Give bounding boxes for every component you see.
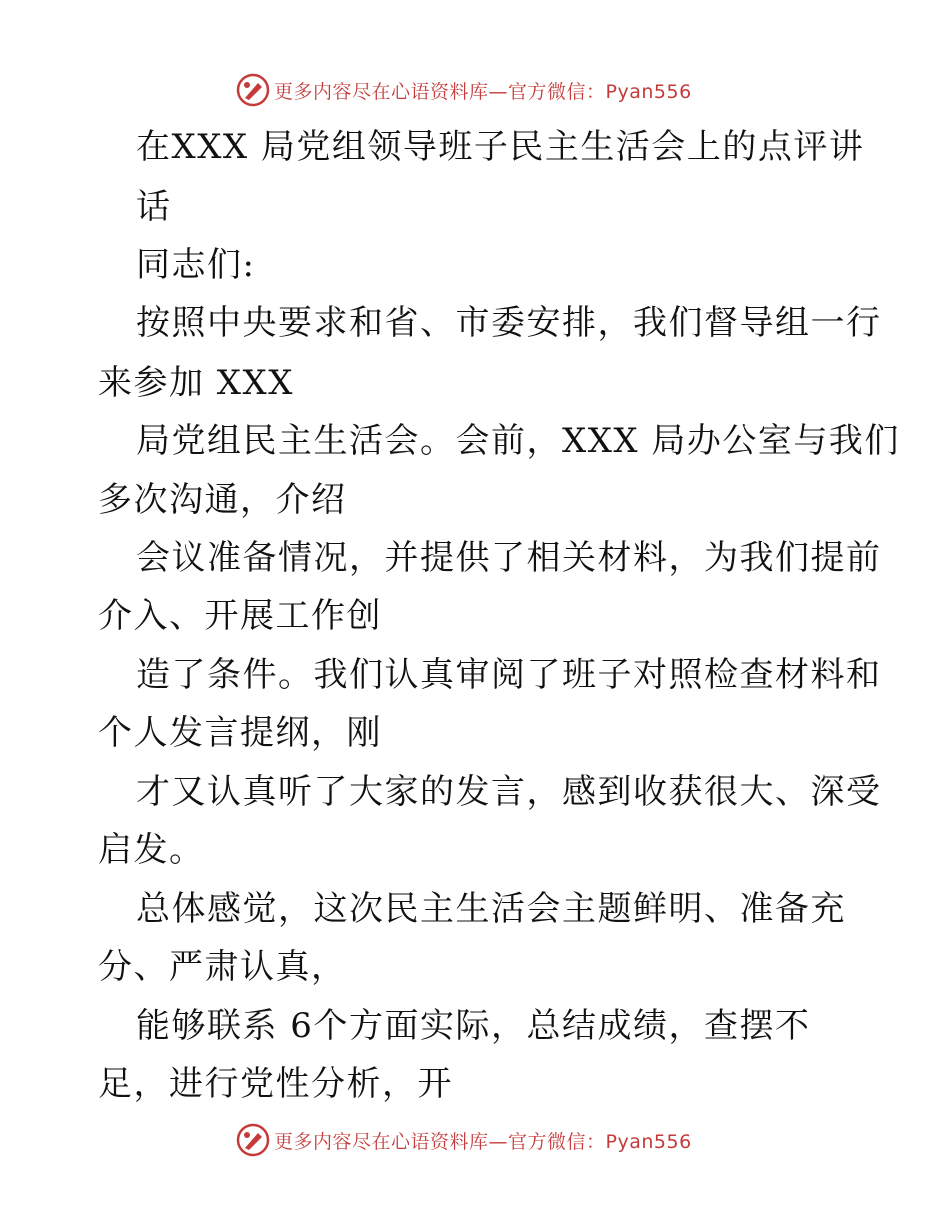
body-line: 足，进行党性分析，开: [98, 1064, 453, 1104]
body-line: 能够联系 6个方面实际，总结成绩，查摆不: [136, 1006, 811, 1046]
body-line: 才又认真听了大家的发言，感到收获很大、深受: [136, 772, 882, 812]
pen-nib-logo-icon: [236, 73, 270, 107]
document-title-line-2: 话: [136, 187, 172, 227]
document-title-line-1: 在XXX 局党组领导班子民主生活会上的点评讲: [136, 127, 865, 167]
body-line: 分、严肃认真，: [98, 947, 347, 987]
body-line: 介入、开展工作创: [98, 596, 382, 636]
body-line: 总体感觉，这次民主生活会主题鲜明、准备充: [136, 889, 846, 929]
body-line: 同志们:: [136, 245, 256, 285]
body-line: 局党组民主生活会。会前，XXX 局办公室与我们: [136, 421, 900, 461]
body-line: 来参加 XXX: [98, 363, 294, 403]
pen-nib-logo-icon: [236, 1123, 270, 1157]
footer-banner-text: 更多内容尽在心语资料库—官方微信：Pyan556: [274, 1130, 692, 1153]
body-line: 启发。: [98, 830, 205, 870]
header-banner: [236, 72, 692, 108]
body-line: 个人发言提纲，刚: [98, 713, 382, 753]
footer-banner: [236, 1122, 692, 1158]
body-line: 会议准备情况，并提供了相关材料，为我们提前: [136, 538, 882, 578]
header-banner-text: 更多内容尽在心语资料库—官方微信：Pyan556: [274, 80, 692, 103]
body-line: 多次沟通，介绍: [98, 480, 347, 520]
body-line: 造了条件。我们认真审阅了班子对照检查材料和: [136, 655, 882, 695]
body-line: 按照中央要求和省、市委安排，我们督导组一行: [136, 303, 882, 343]
